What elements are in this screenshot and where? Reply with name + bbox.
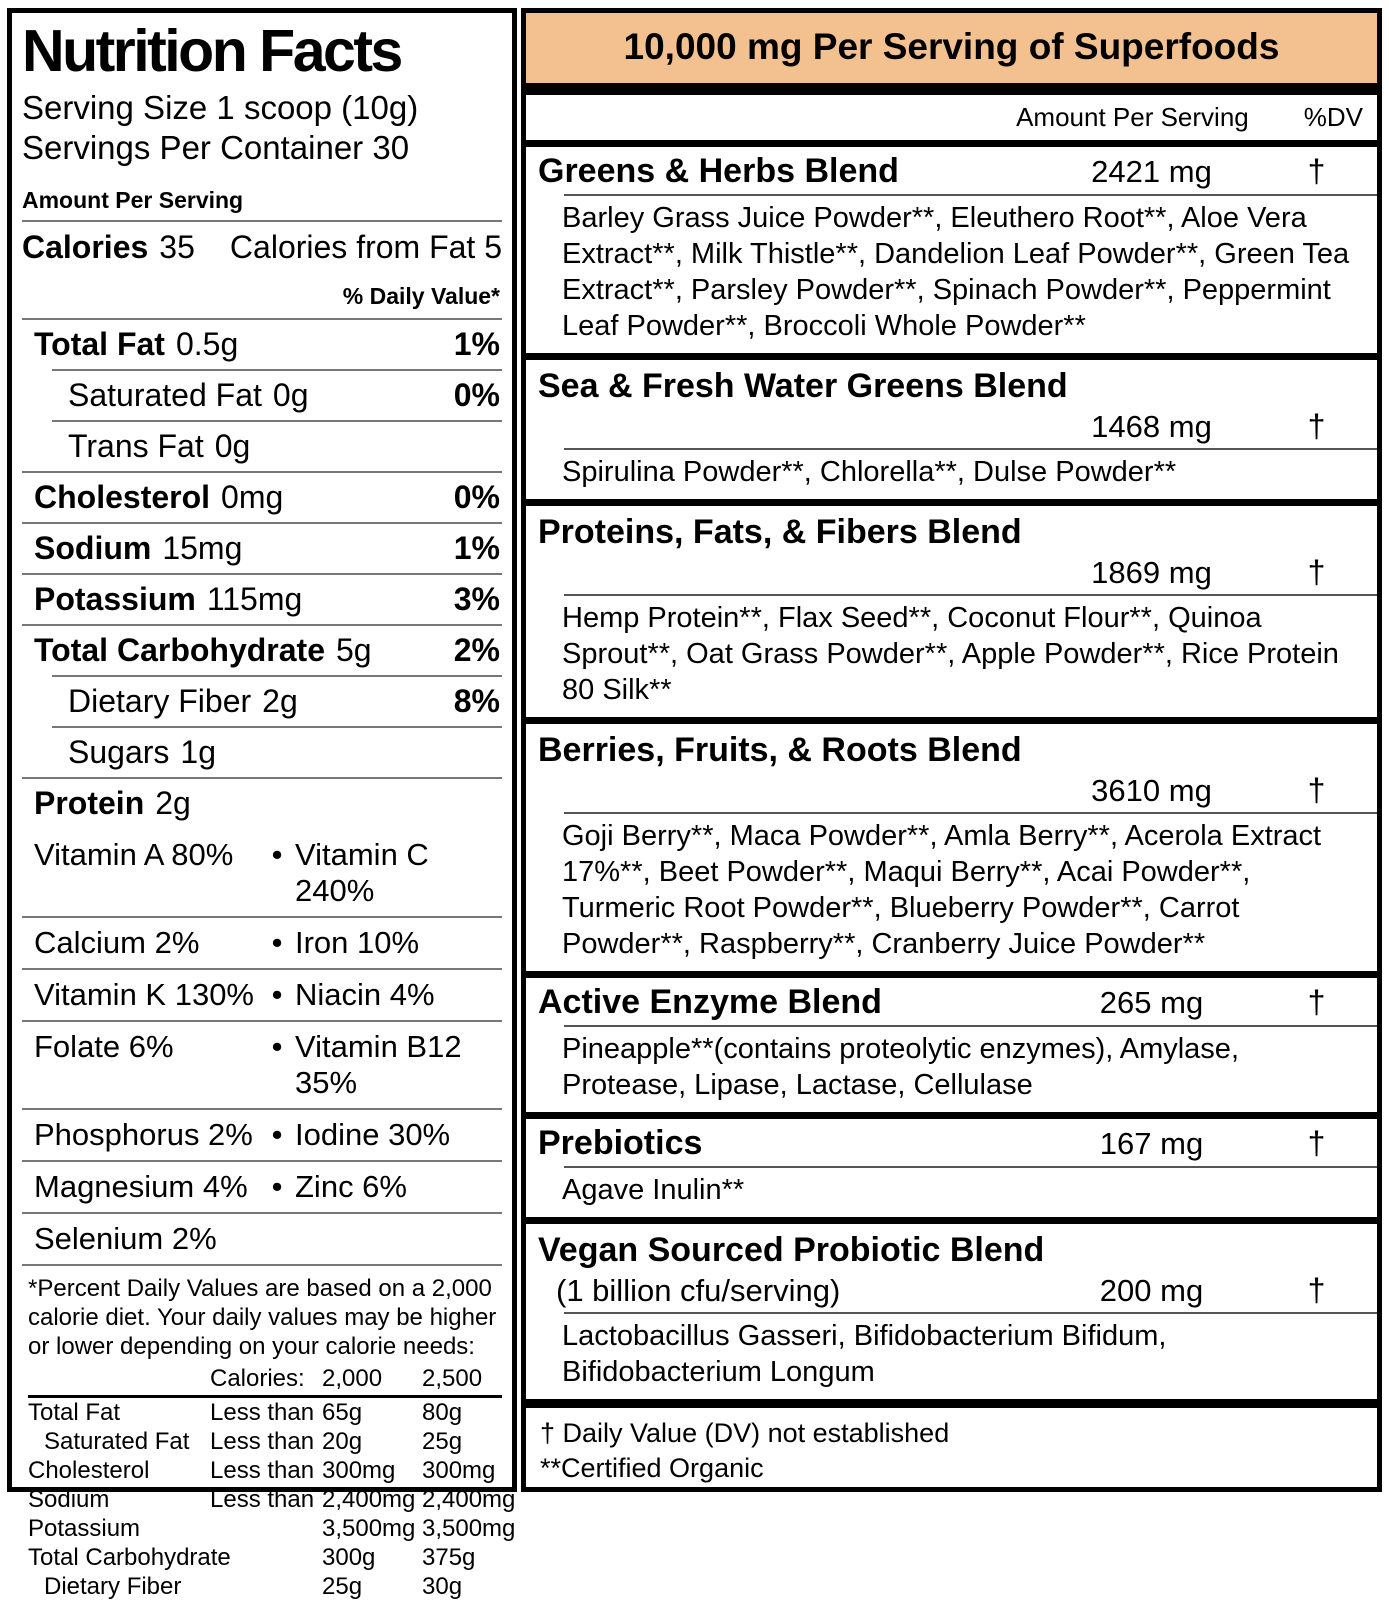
blend-title: Berries, Fruits, & Roots Blend: [538, 731, 1022, 770]
hairline: [564, 594, 1377, 596]
divider-bar: [526, 1399, 1377, 1407]
table-row: Saturated Fat Less than 20g 25g: [44, 1428, 463, 1456]
amount-per-serving-heading: Amount Per Serving: [22, 182, 502, 222]
hairline: [564, 1166, 1377, 1168]
divider-bar: [526, 140, 1377, 147]
nutrient-row: Protein 2g: [22, 777, 502, 828]
blend-amount: 3610 mg: [1091, 773, 1212, 809]
dv-not-established-note: † Daily Value (DV) not established: [540, 1417, 950, 1448]
vitamin-row: Folate 6% • Vitamin B12 35%: [22, 1020, 502, 1108]
blend-amount-row: [526, 1270, 1377, 1312]
table-row: Dietary Fiber 25g 30g: [44, 1573, 463, 1601]
blend-ingredients: Spirulina Powder**, Chlorella**, Dulse Powder**: [562, 456, 1177, 489]
blend-title-row: [526, 1119, 1377, 1166]
blend-ingredients: Goji Berry**, Maca Powder**, Amla Berry**, Acerola Extract 17%**, Beet Powder**, Maqui Berry**, Acai Powder**, Turmeric Root Powder**, Blueberry Powder**, Carrot Powder**, Raspberry**, Cranberry Juice Powder**: [562, 820, 1322, 961]
vitamin-row: Phosphorus 2% • Iodine 30%: [22, 1108, 502, 1160]
blend-title: Sea & Fresh Water Greens Blend: [538, 367, 1068, 406]
dagger-icon: †: [1307, 554, 1326, 591]
nutrition-facts-title: Nutrition Facts: [22, 18, 401, 84]
nutrient-row: Sodium 15mg 1%: [22, 522, 502, 573]
blend-title: Proteins, Fats, & Fibers Blend: [538, 513, 1022, 552]
blend-ingredients: Hemp Protein**, Flax Seed**, Coconut Flour**, Quinoa Sprout**, Oat Grass Powder**, Apple Powder**, Rice Protein 80 Silk**: [562, 602, 1339, 707]
bullet-icon: •: [271, 836, 283, 872]
nutrition-facts-panel: [7, 8, 517, 1601]
table-row: Sodium Less than 2,400mg 2,400mg: [28, 1486, 516, 1514]
blend-title: Vegan Sourced Probiotic Blend: [538, 1231, 1045, 1270]
blend-amount-row: [526, 770, 1377, 812]
vitamin-row: Calcium 2% • Iron 10%: [22, 916, 502, 968]
divider-bar-thick: [526, 83, 1377, 95]
divider-bar: [526, 717, 1377, 724]
bullet-icon: •: [271, 976, 283, 1012]
table-row: Total Carbohydrate 300g 375g: [28, 1544, 476, 1572]
daily-value-table-header: Calories: 2,000 2,500: [28, 1363, 502, 1398]
servings-per-container: Servings Per Container 30: [22, 128, 410, 166]
dagger-icon: †: [1307, 984, 1326, 1021]
superfoods-panel: [521, 8, 1382, 1492]
calories-from-fat: Calories from Fat 5: [229, 228, 502, 265]
blend-ingredients: Pineapple**(contains proteolytic enzymes), Amylase, Protease, Lipase, Lactase, Cellulase: [562, 1033, 1239, 1102]
daily-value-table: [22, 1363, 516, 1601]
nutrient-row: Trans Fat 0g: [52, 420, 502, 471]
nutrient-row: Dietary Fiber 2g 8%: [52, 675, 502, 726]
daily-value-heading: % Daily Value*: [342, 282, 500, 309]
label-footnotes: [526, 1408, 1377, 1487]
hairline: [564, 194, 1377, 196]
table-row: Potassium 3,500mg 3,500mg: [28, 1515, 516, 1543]
blend-title: Active Enzyme Blend: [538, 983, 882, 1022]
vitamin-row: Magnesium 4% • Zinc 6%: [22, 1160, 502, 1212]
bullet-icon: •: [271, 1168, 283, 1204]
dagger-icon: †: [1307, 772, 1326, 809]
blend-title: Prebiotics: [538, 1124, 703, 1163]
superfoods-header: 10,000 mg Per Serving of Superfoods: [526, 13, 1377, 83]
divider-bar: [526, 1112, 1377, 1119]
bullet-icon: •: [271, 1116, 283, 1152]
daily-value-footnote: *Percent Daily Values are based on a 2,000 calorie diet. Your daily values may be higher or lower depending on your calorie needs:: [22, 1264, 502, 1364]
divider-bar: [526, 499, 1377, 506]
dv-column-heading: %DV: [1303, 102, 1363, 133]
vitamin-row: Vitamin A 80% • Vitamin C 240%: [34, 836, 429, 908]
vitamin-row: Selenium 2%: [22, 1212, 502, 1264]
blend-subtitle: (1 billion cfu/serving): [556, 1273, 841, 1309]
column-header-row: [526, 95, 1377, 140]
divider-bar: [526, 353, 1377, 360]
vitamin-row: Vitamin K 130% • Niacin 4%: [22, 968, 502, 1020]
blend-title-row: [526, 978, 1377, 1025]
bullet-icon: •: [271, 924, 283, 960]
certified-organic-note: **Certified Organic: [540, 1453, 764, 1484]
blend-title: Greens & Herbs Blend: [538, 152, 899, 191]
dagger-icon: †: [1307, 408, 1326, 445]
nutrient-row: Sugars 1g: [52, 726, 502, 777]
blend-ingredients: Barley Grass Juice Powder**, Eleuthero Root**, Aloe Vera Extract**, Milk Thistle**, Dandelion Leaf Powder**, Green Tea Extract**, Parsley Powder**, Spinach Powder**, Peppermint Leaf Powder**, Broccoli Whole Powder**: [562, 202, 1350, 343]
blend-ingredients: Lactobacillus Gasseri, Bifidobacterium Bifidum, Bifidobacterium Longum: [562, 1320, 1167, 1389]
divider-bar: [526, 971, 1377, 978]
blend-amount: 265 mg: [1099, 985, 1204, 1021]
blend-amount: 1869 mg: [1091, 555, 1212, 591]
calories-row: [22, 222, 502, 275]
blend-amount-row: [526, 552, 1377, 594]
nutrient-row: Total Fat 0.5g 1%: [22, 318, 502, 369]
table-row: Total Fat Less than 65g 80g: [28, 1399, 463, 1427]
calories: Calories 35: [22, 228, 195, 265]
blend-ingredients: Agave Inulin**: [562, 1174, 745, 1207]
blend-amount: 2421 mg: [1091, 154, 1212, 190]
nutrient-row: Total Carbohydrate 5g 2%: [22, 624, 502, 675]
blend-amount: 167 mg: [1099, 1126, 1204, 1162]
bullet-icon: •: [271, 1028, 283, 1064]
serving-size: Serving Size 1 scoop (10g): [22, 89, 419, 127]
dagger-icon: †: [1307, 1272, 1326, 1309]
blend-amount: 200 mg: [1099, 1273, 1204, 1309]
divider-bar: [526, 1217, 1377, 1224]
nutrient-row: Cholesterol 0mg 0%: [22, 471, 502, 522]
blend-amount-row: [526, 406, 1377, 448]
dagger-icon: †: [1307, 1125, 1326, 1162]
nutrient-row: Saturated Fat 0g 0%: [52, 369, 502, 420]
dagger-icon: †: [1307, 153, 1326, 190]
blend-title-row: [526, 147, 1377, 194]
hairline: [564, 1025, 1377, 1027]
hairline: [564, 448, 1377, 450]
nutrient-row: Potassium 115mg 3%: [22, 573, 502, 624]
table-row: Cholesterol Less than 300mg 300mg: [28, 1457, 496, 1485]
amount-per-serving-heading: Amount Per Serving: [1016, 102, 1249, 133]
hairline: [564, 1312, 1377, 1314]
hairline: [564, 812, 1377, 814]
blend-amount: 1468 mg: [1091, 409, 1212, 445]
